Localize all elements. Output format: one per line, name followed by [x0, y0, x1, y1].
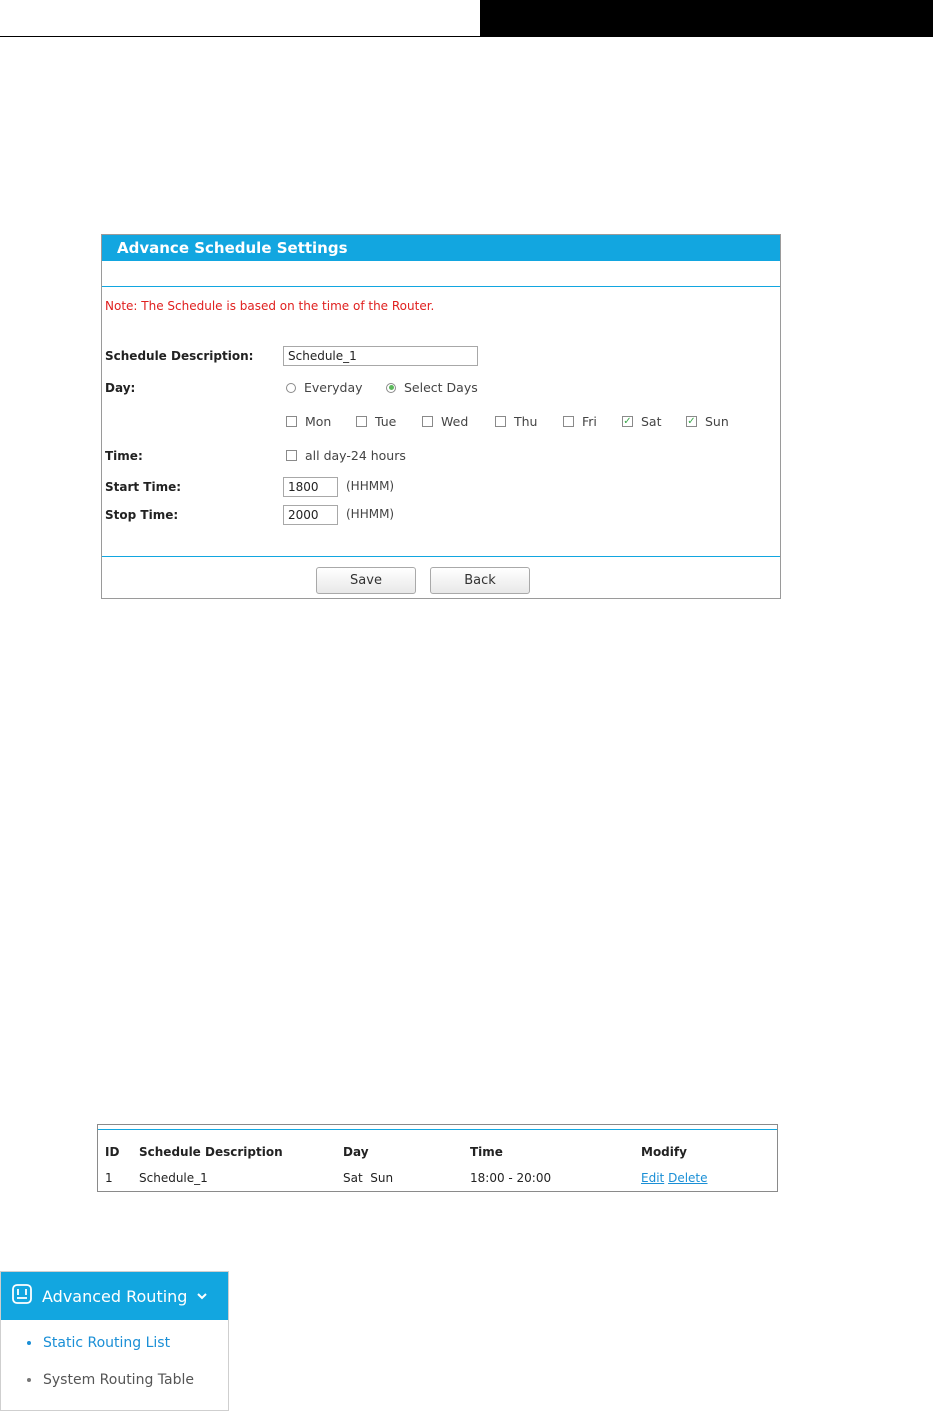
- time-label: Time:: [105, 449, 143, 463]
- checkbox-icon: [422, 416, 433, 427]
- menu-item-label: Static Routing List: [43, 1335, 171, 1351]
- checkbox-thu[interactable]: [495, 414, 537, 429]
- menu-item-system-routing-table[interactable]: [27, 1372, 194, 1388]
- column-header-description: Schedule Description: [139, 1145, 283, 1159]
- chevron-down-icon: [196, 1287, 208, 1306]
- row-description: Schedule_1: [139, 1171, 208, 1185]
- checkbox-all-day-label: all day-24 hours: [305, 448, 406, 463]
- radio-everyday[interactable]: [286, 380, 363, 395]
- row-modify: [641, 1171, 708, 1185]
- checkbox-sun-label: Sun: [705, 414, 729, 429]
- checkbox-icon: [495, 416, 506, 427]
- checkbox-wed[interactable]: [422, 414, 468, 429]
- stop-time-label: Stop Time:: [105, 508, 179, 522]
- panel-separator-bottom: [102, 556, 780, 557]
- menu-item-label: System Routing Table: [43, 1372, 194, 1388]
- advanced-routing-menu: [0, 1271, 229, 1411]
- schedule-description-label: Schedule Description:: [105, 349, 254, 363]
- bullet-icon: [27, 1341, 31, 1345]
- radio-select-days[interactable]: [386, 380, 478, 395]
- row-day: Sat Sun: [343, 1171, 394, 1185]
- checkbox-icon: [286, 450, 297, 461]
- back-button[interactable]: Back: [430, 567, 530, 594]
- checkbox-tue-label: Tue: [375, 414, 397, 429]
- checkbox-mon[interactable]: [286, 414, 331, 429]
- save-button[interactable]: Save: [316, 567, 416, 594]
- start-time-label: Start Time:: [105, 480, 182, 494]
- checkbox-fri[interactable]: [563, 414, 597, 429]
- checkbox-icon: [563, 416, 574, 427]
- checkbox-thu-label: Thu: [514, 414, 538, 429]
- checkbox-icon: [356, 416, 367, 427]
- checkbox-icon: [286, 416, 297, 427]
- column-header-id: ID: [105, 1145, 120, 1159]
- advanced-routing-header[interactable]: [1, 1272, 228, 1320]
- router-icon: [11, 1283, 33, 1309]
- checkbox-sat-label: Sat: [641, 414, 662, 429]
- menu-item-static-routing-list[interactable]: [27, 1335, 170, 1351]
- advance-schedule-settings-panel: [101, 234, 781, 599]
- table-top-rule: [98, 1129, 777, 1130]
- schedule-description-input[interactable]: Schedule_1: [283, 346, 478, 366]
- schedule-list-table: [97, 1124, 778, 1192]
- stop-time-unit: (HHMM): [346, 507, 395, 521]
- menu-title: Advanced Routing: [42, 1286, 188, 1306]
- page-header-bar: [480, 0, 933, 37]
- checkbox-sun[interactable]: [686, 414, 729, 429]
- bullet-icon: [27, 1378, 31, 1382]
- radio-select-days-label: Select Days: [404, 380, 478, 395]
- row-id: 1: [105, 1171, 113, 1185]
- day-label: Day:: [105, 381, 136, 395]
- start-time-unit: (HHMM): [346, 479, 395, 493]
- start-time-input[interactable]: 1800: [283, 477, 338, 497]
- checkbox-all-day[interactable]: [286, 448, 406, 463]
- stop-time-input[interactable]: 2000: [283, 505, 338, 525]
- radio-selected-icon: [386, 383, 396, 393]
- radio-everyday-label: Everyday: [304, 380, 363, 395]
- checkbox-tue[interactable]: [356, 414, 396, 429]
- check-icon: ✓: [687, 415, 696, 427]
- checkbox-mon-label: Mon: [305, 414, 332, 429]
- page-header-rule: [0, 36, 480, 37]
- delete-link[interactable]: Delete: [668, 1171, 708, 1185]
- column-header-modify: Modify: [641, 1145, 687, 1159]
- row-time: 18:00 - 20:00: [470, 1171, 552, 1185]
- checkbox-fri-label: Fri: [582, 414, 597, 429]
- check-icon: ✓: [623, 415, 632, 427]
- edit-link[interactable]: Edit: [641, 1171, 665, 1185]
- router-time-note: Note: The Schedule is based on the time of the Router.: [105, 299, 435, 313]
- radio-icon: [286, 383, 296, 393]
- panel-title: Advance Schedule Settings: [102, 235, 780, 261]
- column-header-day: Day: [343, 1145, 369, 1159]
- panel-separator-top: [102, 286, 780, 287]
- column-header-time: Time: [470, 1145, 503, 1159]
- checkbox-sat[interactable]: [622, 414, 662, 429]
- checkbox-wed-label: Wed: [441, 414, 469, 429]
